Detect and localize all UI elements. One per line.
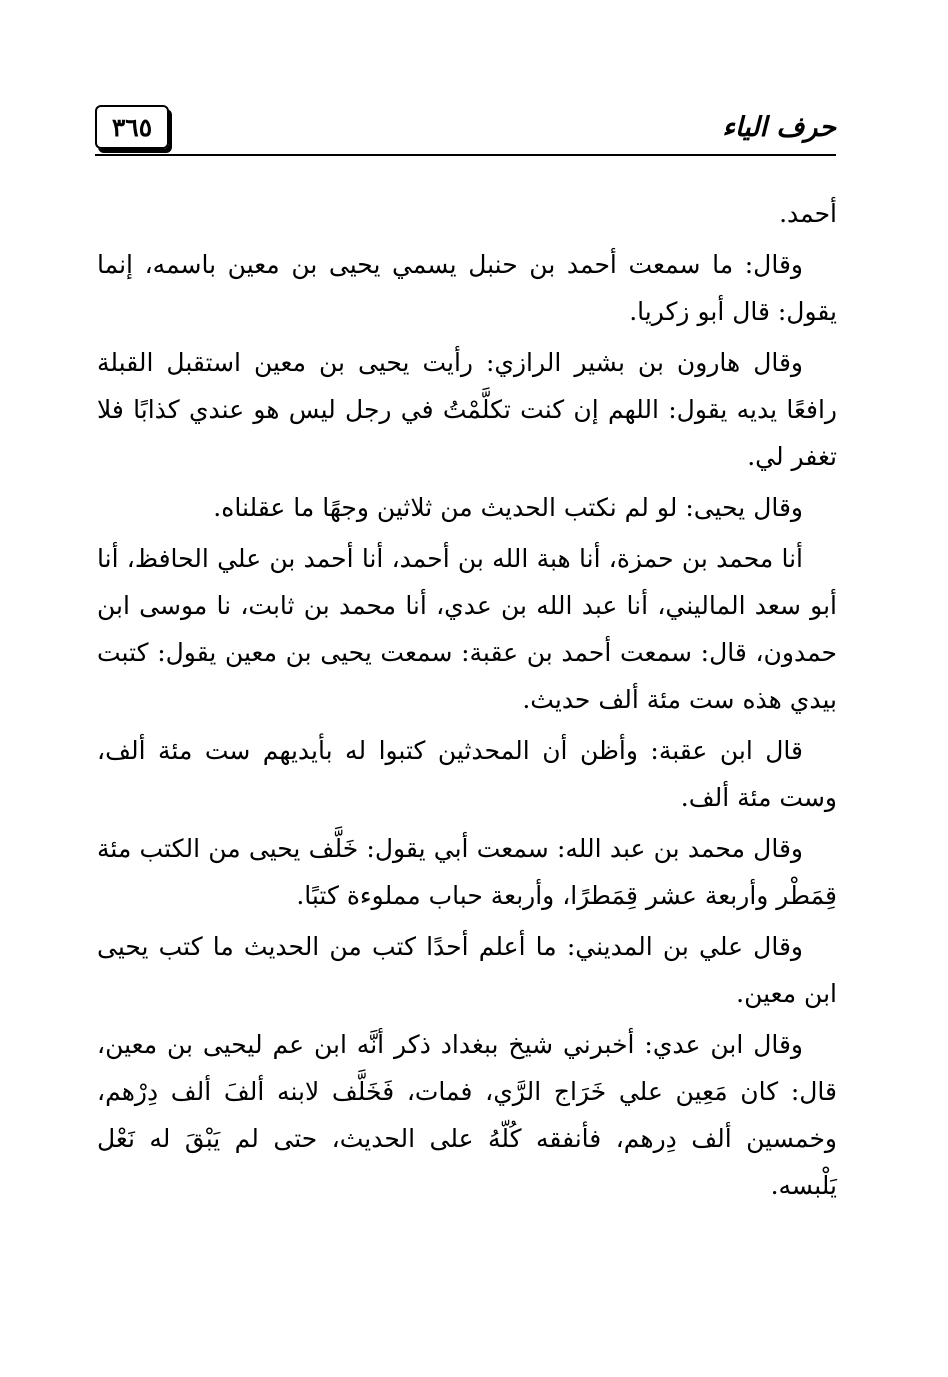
page-number-box: [95, 105, 169, 149]
paragraph-2: وقال: ما سمعت أحمد بن حنبل يسمي يحيى بن معين باسمه، إنما يقول: قال أبو زكريا.: [97, 250, 837, 326]
paragraph-3: وقال هارون بن بشير الرازي: رأيت يحيى بن معين استقبل القبلة رافعًا يديه يقول: اللهم إن كنت تكلَّمْتُ في رجل ليس هو عندي كذابًا فلا تغفر لي.: [97, 348, 837, 471]
paragraph-9: وقال ابن عدي: أخبرني شيخ ببغداد ذكر أنَّه ابن عم ليحيى بن معين، قال: كان مَعِين علي خَرَاج الرَّي، فمات، فَخَلَّف لابنه ألفَ ألف دِرْهم، وخمسين ألف دِرهم، فأنفقه كُلّهُ على الحديث، حتى لم يَبْقَ له نَعْل يَلْبسه.: [97, 1030, 837, 1200]
paragraph-5: أنا محمد بن حمزة، أنا هبة الله بن أحمد، أنا أحمد بن علي الحافظ، أنا أبو سعد الماليني، أنا عبد الله بن عدي، أنا محمد بن ثابت، نا موسى ابن حمدون، قال: سمعت أحمد بن عقبة: سمعت يحيى بن معين يقول: كتبت بيدي هذه ست مئة ألف حديث.: [97, 544, 837, 714]
header-rule: [95, 154, 836, 156]
paragraph-4: وقال يحيى: لو لم نكتب الحديث من ثلاثين وجهًا ما عقلناه.: [213, 493, 803, 522]
running-title: حرف الياء: [722, 112, 836, 143]
paragraph-1: أحمد.: [779, 199, 837, 228]
page-number: ٣٦٥: [111, 112, 153, 142]
paragraph-6: قال ابن عقبة: وأظن أن المحدثين كتبوا له بأيديهم ست مئة ألف، وست مئة ألف.: [97, 736, 837, 812]
page-header: [95, 100, 836, 157]
paragraph-8: وقال علي بن المديني: ما أعلم أحدًا كتب من الحديث ما كتب يحيى ابن معين.: [97, 932, 837, 1008]
body-text: [97, 190, 837, 1209]
paragraph-7: وقال محمد بن عبد الله: سمعت أبي يقول: خَلَّف يحيى من الكتب مئة قِمَطْر وأربعة عشر قِمَطرًا، وأربعة حباب مملوءة كتبًا.: [97, 834, 837, 910]
